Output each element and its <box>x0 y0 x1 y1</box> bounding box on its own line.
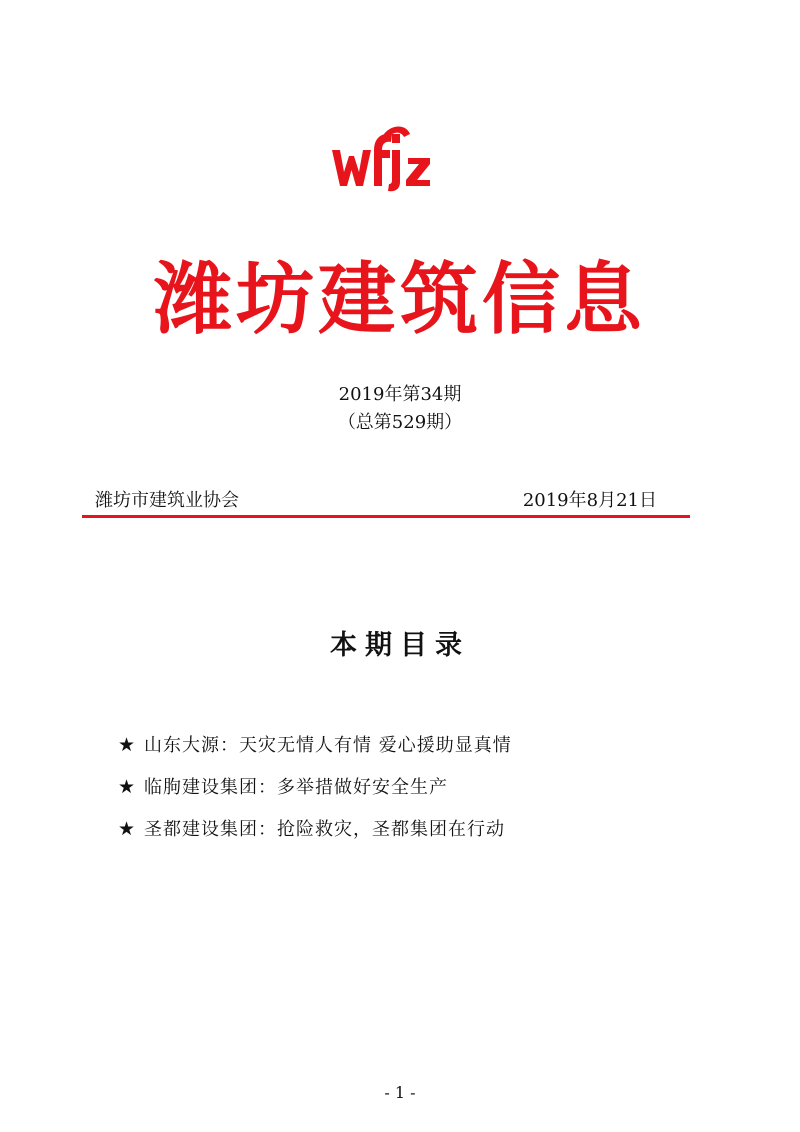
publication-logo <box>330 120 440 192</box>
publisher-row <box>95 487 685 515</box>
issue-number: 2019年第34期 <box>338 384 462 405</box>
toc-item[interactable] <box>118 814 718 856</box>
toc-item-text: 临朐建设集团：多举措做好安全生产 <box>144 777 448 798</box>
toc-title: 本期目录 <box>330 630 470 661</box>
toc-item[interactable] <box>118 772 718 814</box>
toc-item-text: 圣都建设集团：抢险救灾，圣都集团在行动 <box>144 819 505 840</box>
star-icon: ★ <box>118 818 137 840</box>
toc-list <box>118 730 718 856</box>
toc-item[interactable] <box>118 730 718 772</box>
star-icon: ★ <box>118 776 137 798</box>
masthead-title: 潍坊建筑信息 <box>153 254 646 345</box>
header-divider <box>82 515 690 518</box>
publisher-name: 潍坊市建筑业协会 <box>95 490 239 511</box>
total-issue-number: （总第529期） <box>337 412 463 433</box>
toc-item-text: 山东大源：天灾无情人有情 爱心援助显真情 <box>144 735 512 756</box>
star-icon: ★ <box>118 734 137 756</box>
page-number: - 1 - <box>384 1083 416 1102</box>
publish-date: 2019年8月21日 <box>522 490 657 511</box>
